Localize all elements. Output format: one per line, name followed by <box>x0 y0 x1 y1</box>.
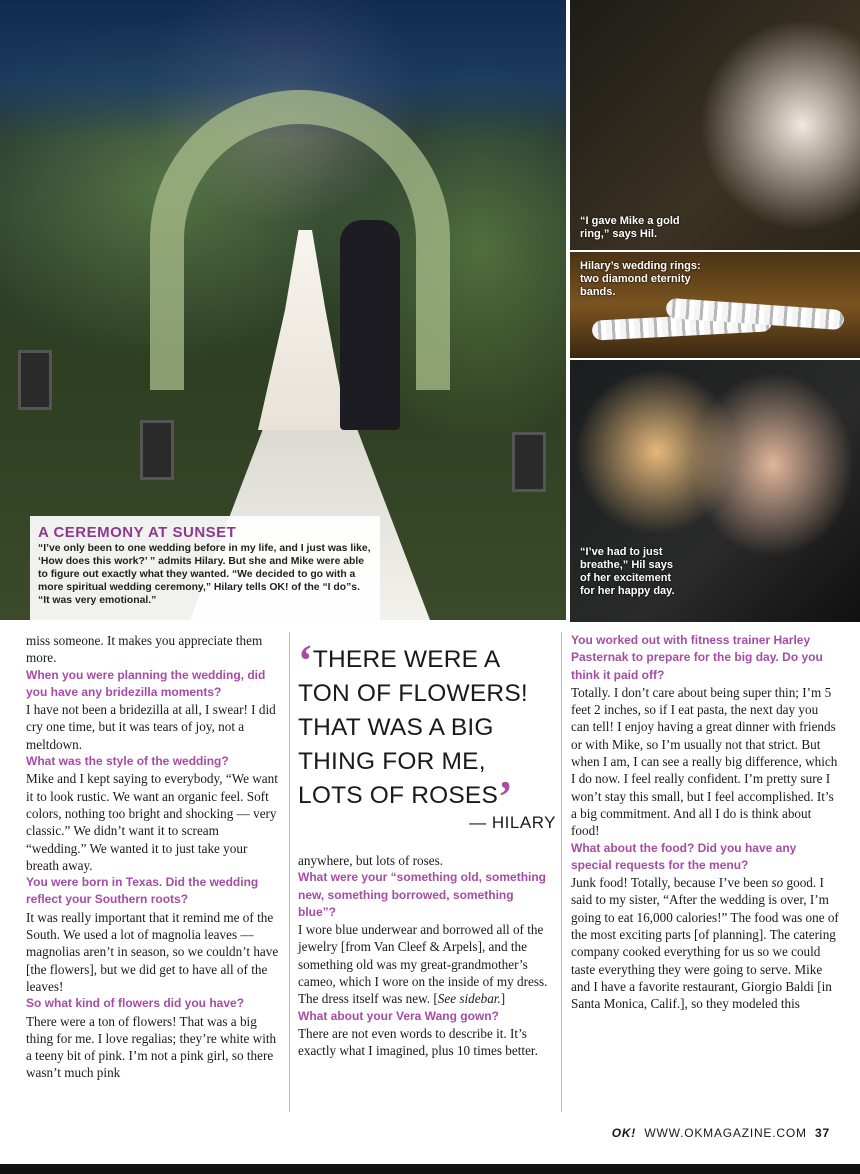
answer: I have not been a bridezilla at all, I swear! I did cry one time, but it was tears of joy, not a meltdown. <box>26 702 276 752</box>
answer-italic: so <box>771 875 784 891</box>
body-text: miss someone. It makes you appreciate them more. <box>26 633 263 666</box>
pull-quote-attribution: — HILARY <box>469 813 556 832</box>
question: You worked out with fitness trainer Harley Pasternak to prepare for the big day. Do you think it paid off? <box>571 633 823 682</box>
answer: There were a ton of flowers! That was a big thing for me. I love regalias; they’re white with a teeny bit of pink. I’m not a pink girl, so there wasn’t much pink <box>26 1013 277 1081</box>
wedding-rings-photo <box>570 252 860 358</box>
lantern <box>140 420 174 480</box>
answer-text: Junk food! Totally, because I’ve been <box>571 875 772 891</box>
answer <box>298 921 554 1007</box>
answer-text: ] <box>500 991 506 1007</box>
question: When you were planning the wedding, did you have any bridezilla moments? <box>26 667 266 699</box>
sunset-title: A CEREMONY AT SUNSET <box>38 524 237 541</box>
answer: Totally. I don’t care about being super thin; I’m 5 feet 2 inches, so if I eat pasta, the next day you can tell! I enjoy having a great dinner with friends or with Mike, so I’m usually not that strict. But when I am, I can see a really big difference, which I do now. I feel really confident. I’m pretty sure I won’t stay this small, but I feel accomplished. It’s a big commitment. And all I do is think about food! <box>571 684 838 839</box>
answer-text: good. I said to my sister, “After the wedding is over, I’m going to eat 16,000 calories!” The food was one of the most exciting parts [of planning]. The catering company cooked everything for us so we could taste everything they were going to serve. Mike and I have a favorite restaurant, Giorgio Baldi [in Santa Monica, Calif.], so they modeled this <box>571 875 839 1012</box>
article-column-3 <box>571 632 839 1013</box>
open-quote-mark: ‘ <box>298 636 313 685</box>
ring-exchange-photo <box>570 0 860 250</box>
answer: Mike and I kept saying to everybody, “We want it to look rustic. We want an organic feel. Soft colors, nothing too bright and shocking — very classic.” We didn’t want it to scream “wedding.” We wanted it to just take your breath away. <box>26 771 278 873</box>
kiss-photo <box>570 360 860 622</box>
bottom-bar <box>0 1164 860 1174</box>
answer: It was really important that it remind me of the South. We used a lot of magnolia leaves — magnolias aren’t in season, so we couldn’t have [the flowers], but we did get to have all of the leaves! <box>26 909 279 994</box>
answer-text: I wore blue underwear and borrowed all of the jewelry [from Van Cleef & Arpels], and the something old was my great-grandmother’s cameo, which I wore on the inside of my dress. The dress itself was new. [ <box>298 922 548 1007</box>
rings-caption: Hilary’s wedding rings: two diamond eternity bands. <box>580 260 701 298</box>
lantern <box>512 432 546 492</box>
gold-ring-caption: “I gave Mike a gold ring,” says Hil. <box>580 215 680 240</box>
pull-quote-body: THERE WERE A TON OF FLOWERS! THAT WAS A BIG THING FOR ME, LOTS OF ROSES <box>298 646 528 809</box>
page-number: 37 <box>815 1126 830 1140</box>
page-footer <box>612 1126 830 1140</box>
column-divider <box>561 632 562 1112</box>
answer <box>571 874 839 1012</box>
sunset-caption-box <box>30 516 380 620</box>
close-quote-mark: ’ <box>498 772 513 821</box>
magazine-brand: OK! <box>611 1126 637 1140</box>
question: What was the style of the wedding? <box>26 754 229 769</box>
groom-figure <box>340 220 400 430</box>
question: What about your Vera Wang gown? <box>298 1008 499 1023</box>
question: What were your “something old, something new, something borrowed, something blue”? <box>298 870 547 919</box>
lantern <box>18 350 52 410</box>
answer: There are not even words to describe it. It’s exactly what I imagined, plus 10 times better. <box>298 1025 538 1059</box>
magazine-url: WWW.OKMAGAZINE.COM <box>644 1126 807 1140</box>
question: So what kind of flowers did you have? <box>26 996 245 1011</box>
breathe-caption: “I’ve had to just breathe,” Hil says of her excitement for her happy day. <box>580 546 675 597</box>
column-divider <box>289 632 290 1112</box>
see-sidebar-text: See sidebar. <box>437 991 501 1007</box>
question: What about the food? Did you have any special requests for the menu? <box>571 840 797 872</box>
question: You were born in Texas. Did the wedding reflect your Southern roots? <box>26 875 259 907</box>
sunset-text: “I’ve only been to one wedding before in my life, and I just was like, ‘How does this work?’ ” admits Hilary. But she and Mike were able to figure out exactly what they wanted. “We decided to go with a more spiritual wedding ceremony,” Hilary tells OK! of the “I do”s. “It was very emotional.” <box>38 543 371 606</box>
body-text: anywhere, but lots of roses. <box>298 853 444 868</box>
article-column-2 <box>298 852 554 1060</box>
article-column-1 <box>26 632 282 1082</box>
ceremony-photo <box>0 0 566 620</box>
pull-quote <box>298 636 556 833</box>
pull-quote-text <box>298 636 556 821</box>
